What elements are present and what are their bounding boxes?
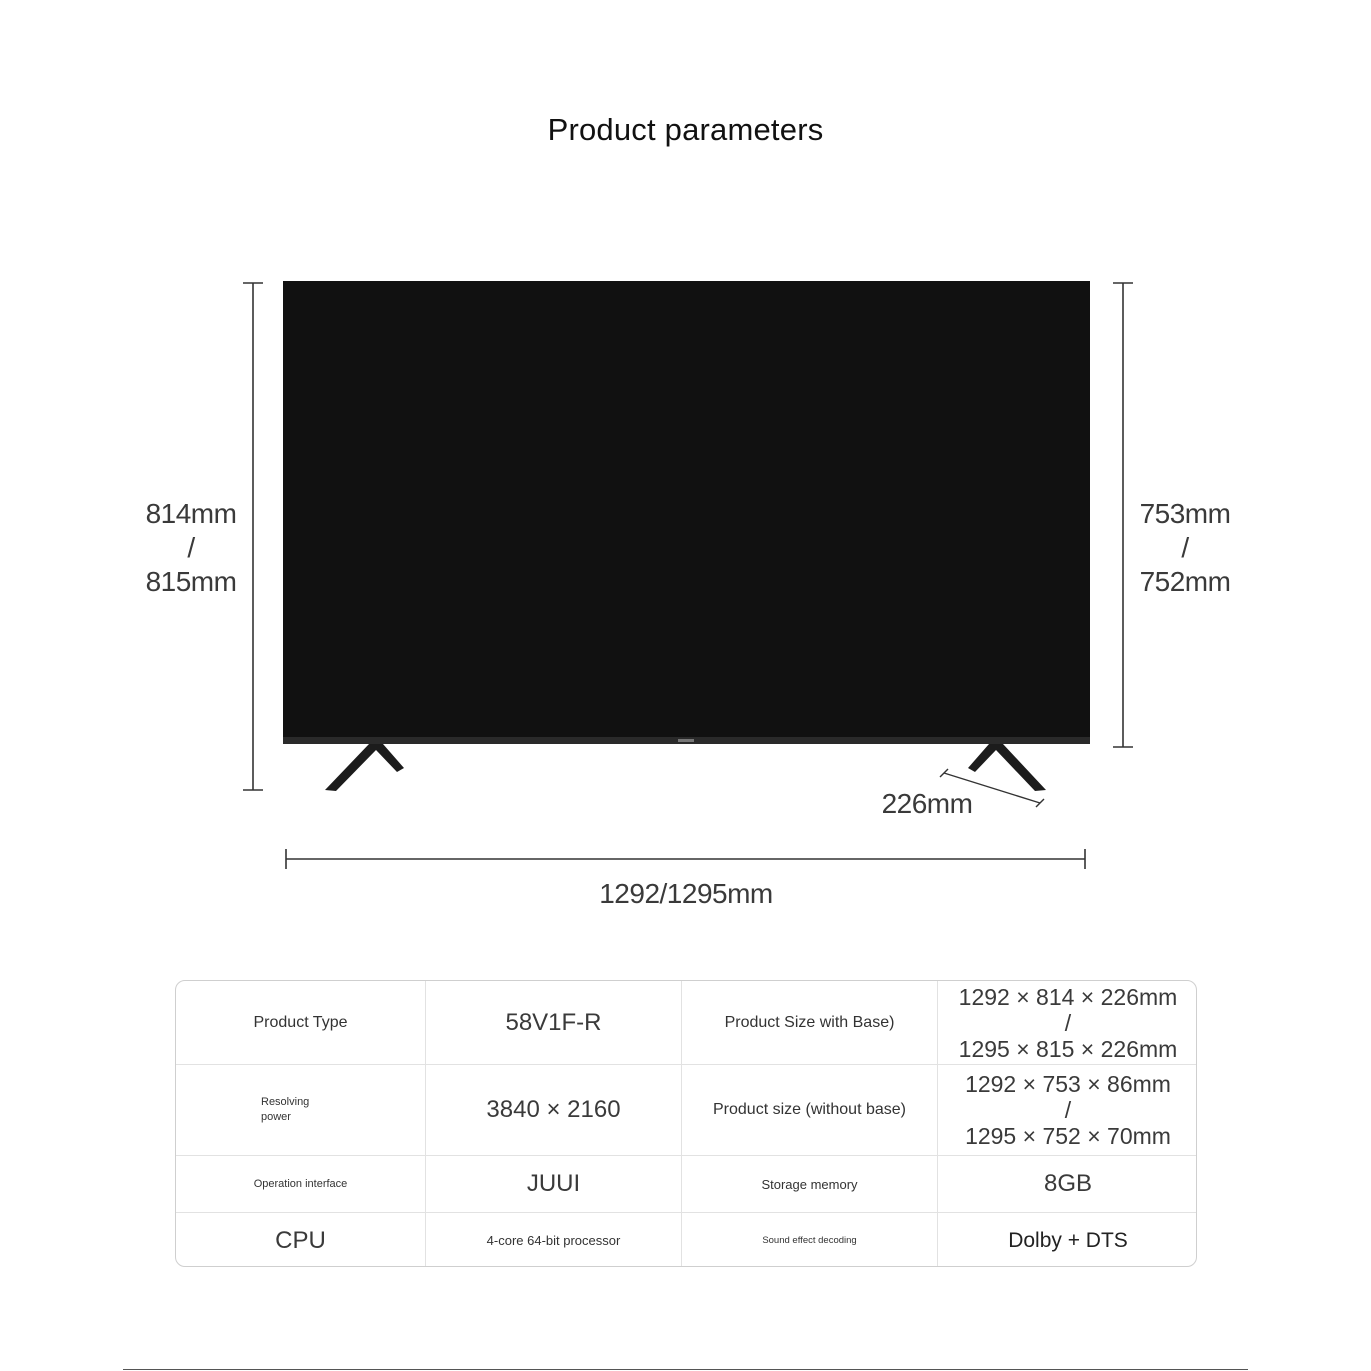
size-without-base-line2: 1295 × 752 × 70mm	[965, 1123, 1171, 1149]
cpu-label: CPU	[176, 1213, 426, 1267]
spec-table	[175, 980, 1197, 1267]
tv-screen	[283, 281, 1090, 739]
depth-label: 226mm	[881, 788, 973, 819]
size-without-base-line1: 1292 × 753 × 86mm	[965, 1071, 1171, 1097]
product-type-value: 58V1F-R	[426, 981, 682, 1065]
operation-interface-value: JUUI	[426, 1156, 682, 1213]
cpu-value: 4-core 64-bit processor	[426, 1213, 682, 1267]
size-with-base-label: Product Size with Base)	[682, 981, 938, 1065]
footer-divider	[123, 1369, 1248, 1370]
resolving-label-line2: power	[261, 1111, 291, 1123]
height-left-separator: /	[187, 532, 195, 563]
storage-memory-label: Storage memory	[682, 1156, 938, 1213]
height-left-label	[128, 497, 254, 599]
page-title: Product parameters	[547, 112, 824, 147]
height-right-value-top: 753mm	[1139, 498, 1231, 529]
tv-logo	[678, 739, 694, 742]
tv-stand-left	[325, 744, 404, 791]
product-type-label: Product Type	[176, 981, 426, 1065]
size-with-base-separator: /	[1064, 1009, 1072, 1036]
operation-interface-label: Operation interface	[176, 1156, 426, 1213]
size-with-base-value	[938, 981, 1197, 1065]
width-dimension-line	[286, 849, 1085, 869]
height-left-value-top: 814mm	[145, 498, 237, 529]
resolving-power-value: 3840 × 2160	[426, 1065, 682, 1156]
size-with-base-line2: 1295 × 815 × 226mm	[958, 1035, 1178, 1062]
resolving-power-label	[176, 1065, 426, 1156]
height-left-value-bottom: 815mm	[145, 566, 237, 597]
height-right-label	[1122, 497, 1248, 599]
height-right-separator: /	[1181, 532, 1189, 563]
size-without-base-value	[938, 1065, 1197, 1156]
size-with-base-line1: 1292 × 814 × 226mm	[958, 983, 1178, 1010]
resolving-label-line1: Resolving	[261, 1096, 310, 1108]
width-label: 1292/1295mm	[599, 878, 773, 909]
storage-memory-value: 8GB	[938, 1156, 1197, 1213]
sound-effect-value: Dolby + DTS	[1008, 1228, 1128, 1252]
height-right-value-bottom: 752mm	[1139, 566, 1231, 597]
sound-effect-label: Sound effect decoding	[682, 1213, 938, 1267]
size-without-base-label: Product size (without base)	[682, 1065, 938, 1156]
size-without-base-separator: /	[1064, 1097, 1072, 1123]
